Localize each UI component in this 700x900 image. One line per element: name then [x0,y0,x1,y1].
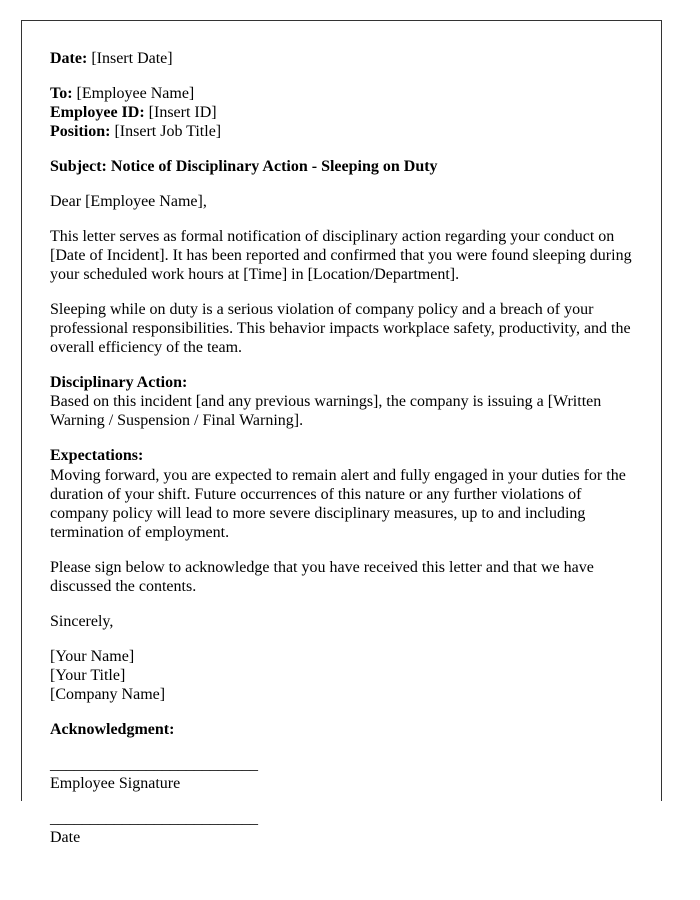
employee-id-value: [Insert ID] [148,104,217,122]
paragraph-incident-notification: This letter serves as formal notification of disciplinary action regarding your conduct on [Date of Incident]. It has been reported and confirmed that you were found sleeping during your scheduled work hours at [Time] in [Location/Department]. [50,228,632,284]
date-signature-field [50,809,633,847]
employee-id-label: Employee ID: [50,104,145,122]
expectations-text: Moving forward, you are expected to remain alert and fully engaged in your duties for the duration of your shift. Future occurrences of this nature or any further violations of company policy will lead to more severe disciplinary measures, up to and including termination of employment. [50,466,626,541]
signoff: Sincerely, [50,612,114,630]
sender-title: [Your Title] [50,666,126,684]
date-signature-label: Date [50,828,81,846]
acknowledgment-heading: Acknowledgment: [50,720,175,738]
expectations-heading: Expectations: [50,447,144,465]
date-value: [Insert Date] [91,50,173,67]
employee-signature-field [50,755,633,793]
date-signature-line: __________________________ [50,809,258,827]
disciplinary-letter [21,20,662,846]
recipient-block [50,84,633,141]
sender-block [50,647,633,704]
employee-signature-label: Employee Signature [50,774,181,792]
employee-signature-line: __________________________ [50,755,258,773]
to-label: To: [50,85,73,103]
salutation: Dear [Employee Name], [50,193,207,211]
date-label: Date: [50,50,88,67]
sender-company: [Company Name] [50,685,166,703]
disciplinary-action-heading: Disciplinary Action: [50,374,188,392]
sign-request: Please sign below to acknowledge that you have received this letter and that we have discussed the contents. [50,558,594,595]
subject-line: Subject: Notice of Disciplinary Action - Sleeping on Duty [50,158,438,176]
paragraph-policy-violation: Sleeping while on duty is a serious violation of company policy and a breach of your professional responsibilities. This behavior impacts workplace safety, productivity, and the overall efficiency of the team. [50,301,631,357]
position-value: [Insert Job Title] [114,123,222,141]
to-value: [Employee Name] [76,85,195,103]
expectations-section [50,446,633,541]
disciplinary-action-section [50,373,633,430]
sender-name: [Your Name] [50,647,135,665]
disciplinary-action-text: Based on this incident [and any previous warnings], the company is issuing a [Written Warning / Suspension / Final Warning]. [50,393,602,430]
position-label: Position: [50,123,111,141]
date-line [50,49,633,68]
